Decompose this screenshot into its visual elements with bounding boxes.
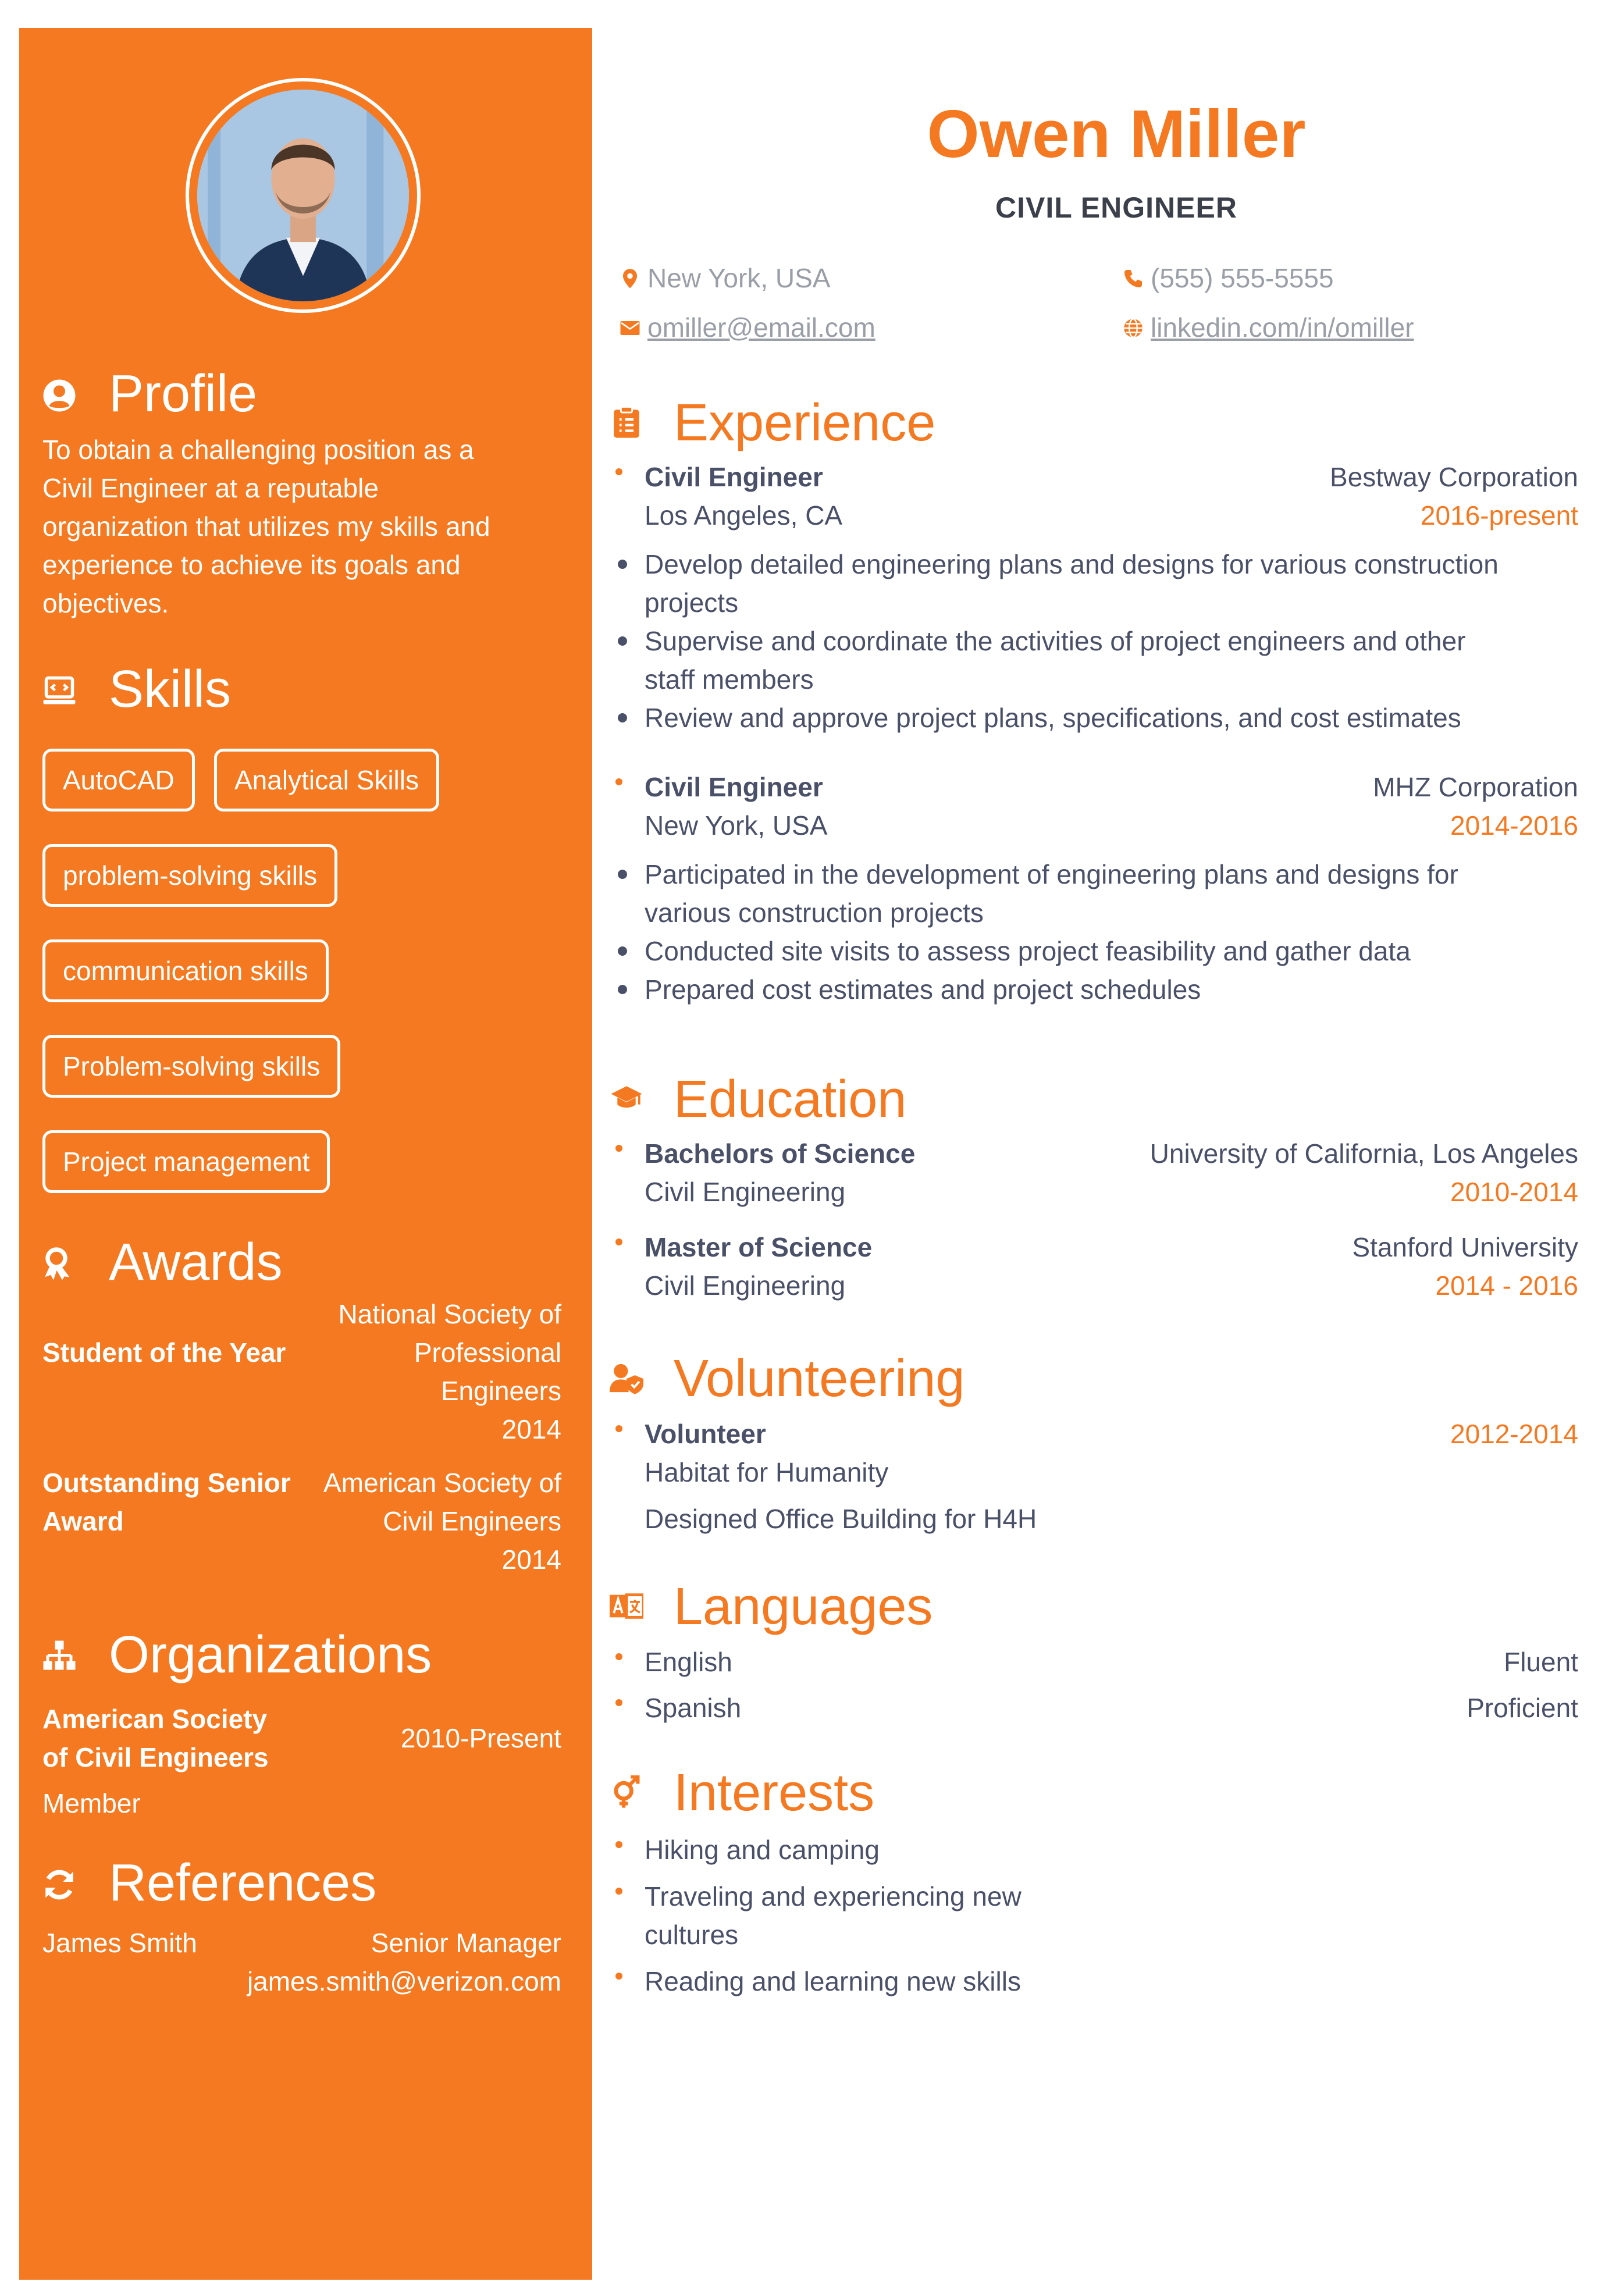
candidate-name: Owen Miller [927, 96, 1306, 172]
award-year: 2014 [501, 1414, 561, 1444]
item-dot [615, 1973, 622, 1980]
bullet-dot [618, 636, 627, 646]
interest-text: Hiking and camping [645, 1835, 880, 1865]
skill-chip: Analytical Skills [214, 749, 439, 811]
degree: Bachelors of Science [645, 1138, 916, 1169]
location-text: New York, USA [647, 263, 831, 293]
organization-name: American Society [42, 1704, 268, 1734]
contact-location [647, 259, 830, 297]
volunteering-title: Volunteering [674, 1350, 965, 1408]
job-company: MHZ Corporation [1373, 772, 1578, 802]
awards-title: Awards [109, 1233, 283, 1291]
skill-chip: communication skills [42, 939, 329, 1002]
interests-title: Interests [674, 1764, 875, 1822]
references-title: References [109, 1854, 377, 1912]
award-org: National Society of [338, 1299, 561, 1329]
field-of-study: Civil Engineering [645, 1177, 846, 1207]
email-link[interactable]: omiller@email.com [647, 312, 875, 343]
job-company: Bestway Corporation [1330, 462, 1578, 492]
award-year: 2014 [501, 1544, 561, 1575]
interest-text: Traveling and experiencing new [645, 1881, 1022, 1911]
job-dates: 2016-present [1420, 500, 1578, 531]
contact-linkedin[interactable] [1151, 308, 1414, 347]
reference-position: Senior Manager [371, 1928, 561, 1958]
job-dates: 2014-2016 [1450, 810, 1578, 841]
job-bullet: Participated in the development of engineering plans and designs for [645, 859, 1458, 889]
linkedin-link[interactable]: linkedin.com/in/omiller [1151, 312, 1414, 343]
clipboard-list-icon [610, 405, 643, 439]
education-title: Education [674, 1070, 907, 1129]
reference-name: James Smith [42, 1928, 197, 1958]
job-bullet: Prepared cost estimates and project schedules [645, 974, 1201, 1005]
interest-text: cultures [645, 1920, 739, 1950]
phone-text: (555) 555-5555 [1151, 263, 1334, 293]
award-name: Award [42, 1506, 124, 1536]
job-bullet: Supervise and coordinate the activities of project engineers and other [645, 626, 1466, 656]
envelope-icon [620, 318, 640, 339]
languages-title: Languages [674, 1578, 933, 1636]
bullet-dot [618, 946, 627, 956]
bullet-dot [618, 985, 627, 994]
map-pin-icon [620, 268, 640, 289]
laptop-code-icon [42, 674, 77, 709]
award-name: Student of the Year [42, 1337, 286, 1368]
award-org: Professional [414, 1337, 561, 1368]
item-dot [615, 1699, 622, 1706]
bullet-dot [618, 560, 627, 569]
language-level: Proficient [1467, 1693, 1578, 1723]
skill-chip: AutoCAD [42, 749, 195, 811]
award-org: American Society of [323, 1468, 561, 1498]
language-icon [610, 1589, 643, 1623]
language-level: Fluent [1504, 1647, 1578, 1677]
item-dot [615, 1653, 622, 1660]
organization-role: Member [42, 1788, 141, 1818]
profile-line: organization that utilizes my skills and [42, 511, 490, 542]
user-circle-icon [42, 378, 77, 413]
profile-line: Civil Engineer at a reputable [42, 473, 379, 503]
job-bullet: staff members [645, 664, 814, 695]
graduation-cap-icon [610, 1082, 643, 1116]
job-bullet: Review and approve project plans, specifications, and cost estimates [645, 703, 1461, 733]
job-title: Civil Engineer [645, 462, 823, 492]
education-dates: 2014 - 2016 [1435, 1270, 1578, 1301]
reference-email[interactable]: james.smith@verizon.com [247, 1966, 561, 1996]
item-dot [615, 778, 622, 785]
sync-arrows-icon [42, 1867, 77, 1902]
item-dot [615, 1145, 622, 1152]
award-org: Engineers [440, 1376, 561, 1406]
experience-title: Experience [674, 394, 936, 452]
volunteer-org: Habitat for Humanity [645, 1457, 889, 1487]
job-bullet: projects [645, 588, 739, 618]
candidate-role: CIVIL ENGINEER [995, 191, 1237, 224]
venus-mars-icon [610, 1775, 643, 1809]
item-dot [615, 1841, 622, 1848]
profile-photo-frame [186, 78, 421, 313]
profile-line: experience to achieve its goals and [42, 550, 461, 580]
award-name: Outstanding Senior [42, 1468, 291, 1498]
award-org: Civil Engineers [383, 1506, 561, 1536]
education-dates: 2010-2014 [1450, 1177, 1578, 1207]
item-dot [615, 1238, 622, 1245]
school: Stanford University [1352, 1232, 1578, 1262]
sitemap-icon [42, 1639, 77, 1674]
organization-dates: 2010-Present [400, 1723, 561, 1753]
profile-title: Profile [109, 365, 258, 423]
job-location: New York, USA [645, 810, 828, 841]
skill-chip: Project management [42, 1130, 330, 1193]
award-ribbon-icon [42, 1247, 77, 1282]
job-title: Civil Engineer [645, 772, 823, 802]
bullet-dot [618, 713, 627, 722]
field-of-study: Civil Engineering [645, 1270, 846, 1301]
skills-title: Skills [109, 660, 232, 718]
phone-icon [1123, 268, 1144, 289]
contact-phone [1151, 259, 1334, 297]
job-location: Los Angeles, CA [645, 500, 843, 531]
school: University of California, Los Angeles [1149, 1138, 1578, 1169]
organizations-title: Organizations [109, 1626, 432, 1684]
profile-line: To obtain a challenging position as a [42, 435, 474, 465]
skill-chip: Problem-solving skills [42, 1035, 340, 1098]
item-dot [615, 1888, 622, 1895]
job-bullet: Conducted site visits to assess project feasibility and gather data [645, 936, 1411, 966]
volunteer-description: Designed Office Building for H4H [645, 1504, 1037, 1534]
language-name: English [645, 1647, 732, 1677]
profile-photo-image [197, 90, 409, 301]
globe-icon [1123, 318, 1144, 339]
volunteer-role: Volunteer [645, 1419, 766, 1449]
volunteer-dates: 2012-2014 [1450, 1419, 1578, 1449]
contact-email[interactable] [647, 308, 875, 347]
language-name: Spanish [645, 1693, 742, 1723]
organization-name: of Civil Engineers [42, 1742, 269, 1772]
interest-text: Reading and learning new skills [645, 1966, 1021, 1996]
item-dot [615, 1425, 622, 1432]
skill-chip: problem-solving skills [42, 844, 337, 907]
job-bullet: various construction projects [645, 898, 984, 928]
profile-photo [197, 90, 409, 301]
item-dot [615, 468, 622, 475]
job-bullet: Develop detailed engineering plans and designs for various construction [645, 549, 1499, 579]
bullet-dot [618, 870, 627, 879]
profile-line: objectives. [42, 588, 169, 618]
user-shield-icon [610, 1361, 643, 1395]
degree: Master of Science [645, 1232, 873, 1262]
